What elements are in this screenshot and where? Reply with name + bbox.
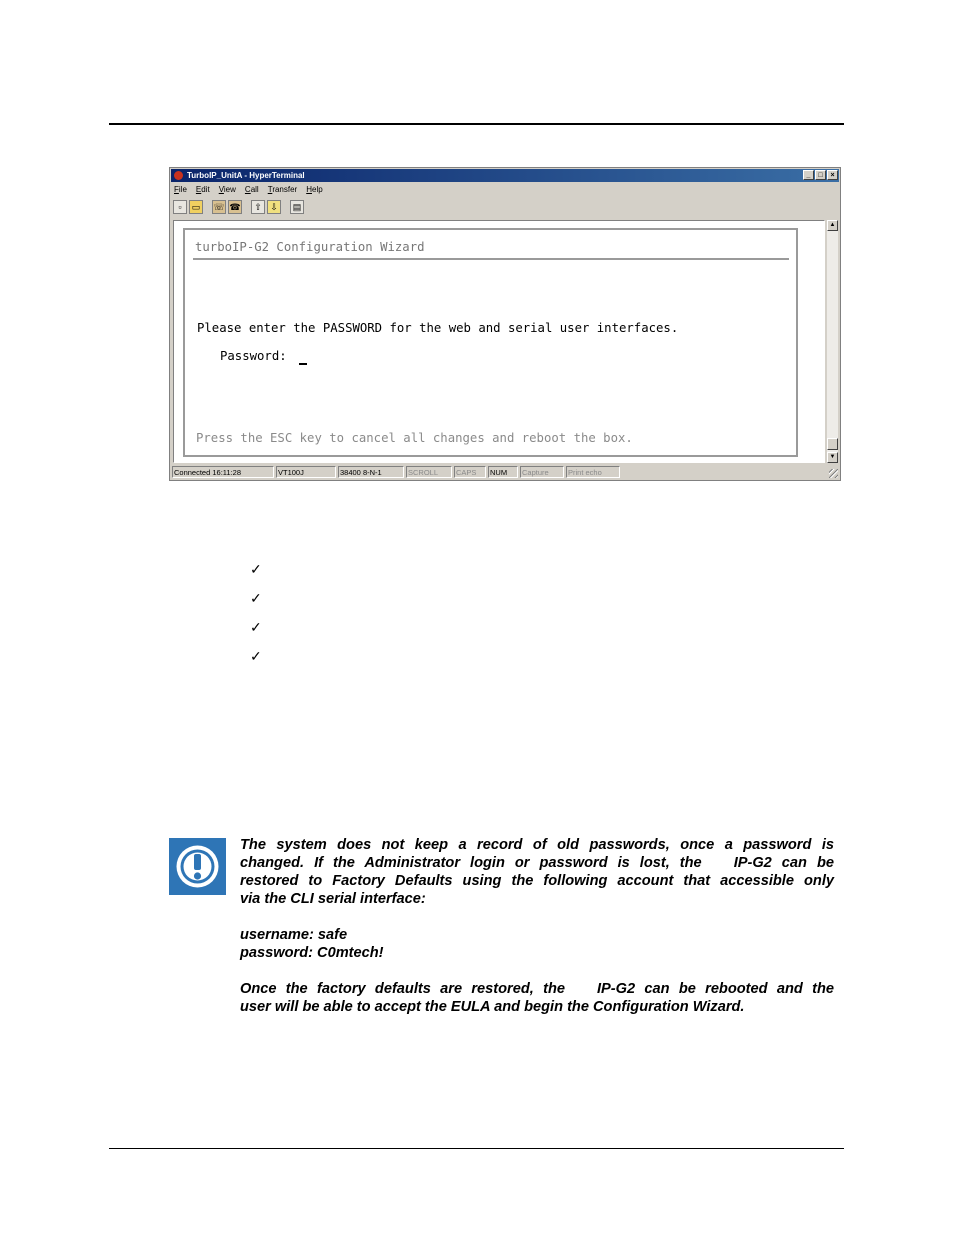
note-line: user will be able to accept the EULA and begin the Configuration Wizard.	[240, 999, 745, 1015]
wizard-title: turboIP-G2 Configuration Wizard	[195, 240, 425, 254]
open-icon[interactable]: ▭	[189, 200, 203, 214]
menu-edit[interactable]: Edit	[195, 185, 210, 194]
status-num: NUM	[488, 466, 518, 478]
header-rule	[109, 123, 844, 125]
hyperterminal-window	[169, 167, 841, 481]
scroll-down-icon[interactable]: ▼	[827, 452, 838, 463]
disconnect-icon[interactable]: ☎	[229, 202, 241, 212]
menu-help[interactable]: Help	[306, 185, 323, 194]
status-emulation: VT100J	[276, 466, 336, 478]
note-line: via the CLI serial interface:	[240, 891, 426, 907]
close-button[interactable]: ×	[827, 170, 838, 180]
status-scroll: SCROLL	[406, 466, 452, 478]
status-port: 38400 8-N-1	[338, 466, 404, 478]
note-line: restored to Factory Defaults using the following account that accessible only	[240, 873, 834, 889]
toolbar	[173, 200, 304, 216]
window-title: TurboIP_UnitA - HyperTerminal	[187, 171, 305, 180]
hyperterminal-app-icon	[174, 171, 183, 180]
note-password: password: C0mtech!	[240, 945, 384, 961]
connect-icon[interactable]: ☏	[213, 202, 225, 212]
important-icon	[169, 838, 226, 895]
status-connected: Connected 16:11:28	[172, 466, 274, 478]
password-prompt: Please enter the PASSWORD for the web and serial user interfaces.	[197, 321, 679, 335]
terminal-screen[interactable]	[173, 220, 825, 463]
send-icon[interactable]: ⇧	[251, 200, 265, 214]
status-print-echo: Print echo	[566, 466, 620, 478]
checkmark-icon: ✓	[250, 590, 262, 606]
properties-icon[interactable]: ▤	[290, 200, 304, 214]
menu-view[interactable]: View	[218, 185, 236, 194]
password-label: Password:	[220, 349, 287, 363]
checkmark-icon: ✓	[250, 648, 262, 664]
note-line: The system does not keep a record of old passwords, once a password is	[240, 837, 834, 853]
password-note	[240, 836, 834, 1016]
esc-instruction: Press the ESC key to cancel all changes and reboot the box.	[196, 431, 633, 445]
receive-icon[interactable]: ⇩	[267, 200, 281, 214]
checkmark-icon: ✓	[250, 561, 262, 577]
status-caps: CAPS	[454, 466, 486, 478]
menu-transfer[interactable]: Transfer	[267, 185, 298, 194]
window-titlebar[interactable]	[171, 169, 839, 182]
menu-call[interactable]: Call	[244, 185, 259, 194]
wizard-divider	[193, 258, 789, 260]
scroll-thumb[interactable]	[827, 438, 838, 450]
minimize-button[interactable]: _	[803, 170, 814, 180]
maximize-button[interactable]: □	[815, 170, 826, 180]
new-icon[interactable]: ▫	[173, 200, 187, 214]
status-capture: Capture	[520, 466, 564, 478]
note-line: changed. If the Administrator login or password is lost, the IP-G2 can be	[240, 855, 834, 871]
vertical-scrollbar[interactable]	[827, 220, 838, 463]
resize-grip-icon[interactable]	[829, 469, 838, 478]
footer-rule	[109, 1148, 844, 1149]
checkmark-icon: ✓	[250, 619, 262, 635]
note-username: username: safe	[240, 927, 348, 943]
wizard-panel	[183, 228, 798, 457]
scroll-up-icon[interactable]: ▲	[827, 220, 838, 231]
text-cursor[interactable]	[299, 363, 307, 365]
menu-file[interactable]: File	[174, 185, 187, 194]
menu-bar	[174, 184, 323, 196]
note-line: Once the factory defaults are restored, the IP-G2 can be rebooted and the	[240, 981, 834, 997]
